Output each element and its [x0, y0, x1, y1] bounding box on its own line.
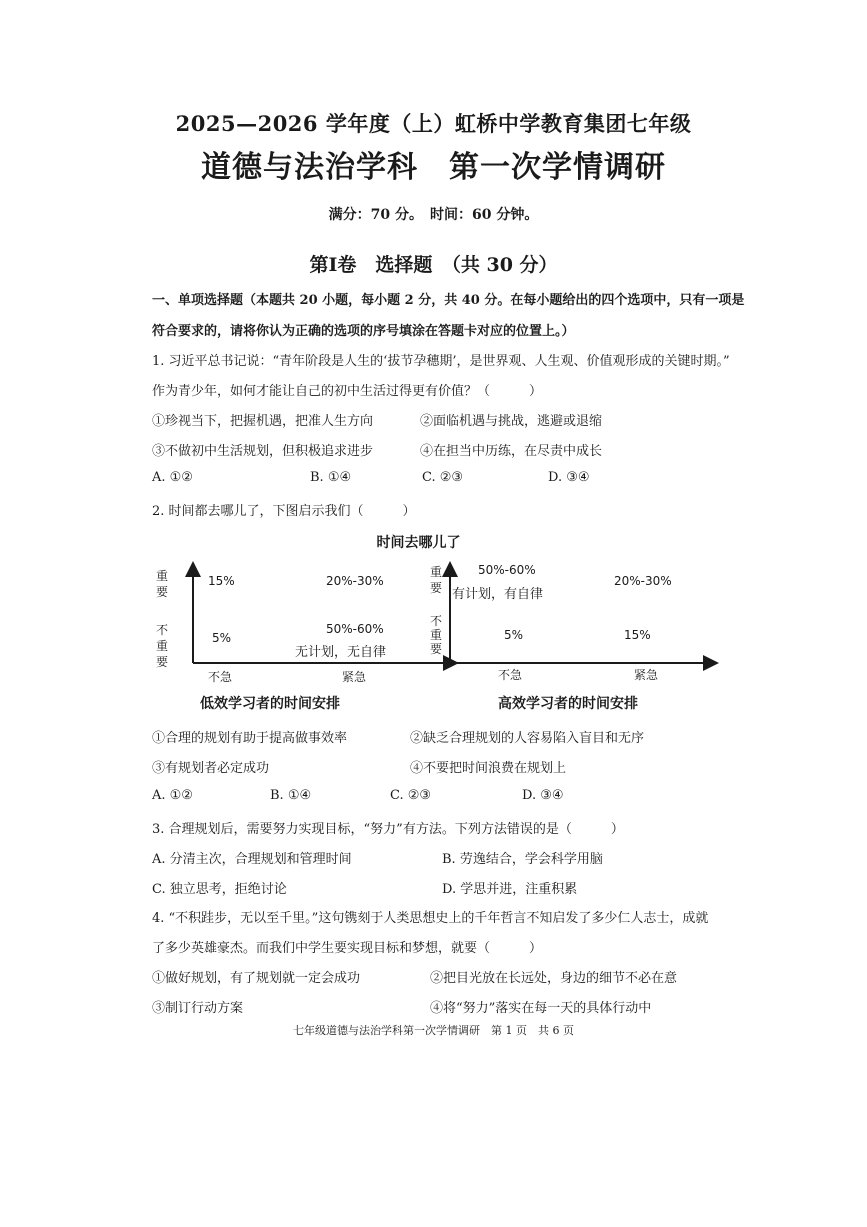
q2-statement-1: ①合理的规划有助于提高做事效率: [152, 731, 348, 746]
left-chart-xlabel-left: 不急: [208, 670, 233, 684]
exam-title-line1: 2025—2026 学年度（上）虹桥中学教育集团七年级: [175, 111, 692, 136]
q4-statement-4: ④将“努力”落实在每一天的具体行动中: [430, 1001, 652, 1016]
q3-option-d: D. 学思并进，注重积累: [442, 882, 578, 897]
left-cell-unimportant-not-urgent: 5%: [212, 631, 232, 645]
q4-statement-3: ③制订行动方案: [152, 1001, 244, 1016]
q1-option-c: C. ②③: [422, 470, 464, 485]
q4-statement-1: ①做好规划，有了规划就一定会成功: [152, 971, 361, 986]
right-chart-ylabel-top: 重要: [430, 565, 443, 595]
left-cell-important-not-urgent: 15%: [208, 574, 235, 588]
q1-statement-4: ④在担当中历练，在尽责中成长: [420, 444, 603, 459]
q3-option-b: B. 劳逸结合，学会科学用脑: [442, 852, 603, 867]
right-chart-ylabel-bottom: 不重要: [430, 614, 443, 656]
right-cell-important-urgent: 20%-30%: [614, 574, 672, 588]
q1-statement-2: ②面临机遇与挑战，逃避或退缩: [420, 414, 603, 429]
q1-stem-line2: 作为青少年，如何才能让自己的初中生活过得更有价值？（ ）: [152, 384, 543, 399]
left-chart-ylabel-bottom: 不重要: [156, 623, 169, 669]
right-cell-unimportant-urgent: 15%: [624, 628, 651, 642]
right-cell-unimportant-not-urgent: 5%: [504, 628, 524, 642]
q4-stem-line1: 4. “不积跬步，无以至千里。”这句镌刻于人类思想史上的千年哲言不知启发了多少仁人志士，成就: [152, 911, 709, 926]
q3-stem: 3. 合理规划后，需要努力实现目标，“努力”有方法。下列方法错误的是（ ）: [152, 822, 624, 837]
q2-statement-2: ②缺乏合理规划的人容易陷入盲目和无序: [410, 731, 645, 746]
right-chart-caption: 高效学习者的时间安排: [498, 696, 638, 712]
q1-option-b: B. ①④: [310, 470, 352, 485]
q3-option-c: C. 独立思考，拒绝讨论: [152, 882, 287, 897]
q2-option-a: A. ①②: [152, 788, 193, 803]
chart-title: 时间去哪儿了: [376, 535, 461, 551]
q1-statement-1: ①珍视当下，把握机遇，把准人生方向: [152, 414, 374, 429]
q1-stem-line1: 1. 习近平总书记说：“青年阶段是人生的‘拔节孕穗期’，是世界观、人生观、价值观形成的关键时期。”: [152, 354, 730, 369]
page-footer: 七年级道德与法治学科第一次学情调研 第 1 页 共 6 页: [293, 1024, 574, 1037]
q1-option-d: D. ③④: [548, 470, 590, 485]
exam-title-line2: 道德与法治学科 第一次学情调研: [201, 150, 666, 185]
left-chart-xlabel-right: 紧急: [342, 670, 367, 684]
section-title: 第Ⅰ卷 选择题 （共 30 分）: [309, 254, 558, 276]
right-chart-xlabel-left: 不急: [498, 668, 523, 682]
q1-option-a: A. ①②: [152, 470, 193, 485]
q3-option-a: A. 分清主次，合理规划和管理时间: [152, 852, 352, 867]
q2-option-b: B. ①④: [270, 788, 312, 803]
q2-stem: 2. 时间都去哪儿了，下图启示我们（ ）: [152, 504, 416, 519]
left-chart-ylabel-top: 重要: [156, 569, 169, 599]
exam-meta: 满分：70 分。 时间：60 分钟。: [328, 207, 539, 223]
left-chart-caption: 低效学习者的时间安排: [200, 696, 340, 712]
left-cell-unimportant-urgent-note: 无计划，无自律: [295, 645, 387, 660]
q1-statement-3: ③不做初中生活规划，但积极追求进步: [152, 444, 374, 459]
q4-stem-line2: 了多少英雄豪杰。而我们中学生要实现目标和梦想，就要（ ）: [152, 941, 543, 956]
right-cell-important-not-urgent: 50%-60%: [478, 563, 536, 577]
right-chart-xlabel-right: 紧急: [634, 668, 659, 682]
q2-option-d: D. ③④: [522, 788, 564, 803]
q4-statement-2: ②把目光放在长远处，身边的细节不必在意: [430, 971, 678, 986]
q2-option-c: C. ②③: [390, 788, 432, 803]
right-cell-important-not-urgent-note: 有计划，有自律: [452, 587, 544, 602]
instructions-line1: 一、单项选择题（本题共 20 小题，每小题 2 分，共 40 分。在每小题给出的四个选项中，只有一项是: [152, 293, 745, 308]
q2-statement-4: ④不要把时间浪费在规划上: [410, 761, 567, 776]
instructions-line2: 符合要求的，请将你认为正确的选项的序号填涂在答题卡对应的位置上。）: [152, 324, 575, 339]
q2-statement-3: ③有规划者必定成功: [152, 761, 270, 776]
left-cell-unimportant-urgent: 50%-60%: [326, 622, 384, 636]
left-cell-important-urgent: 20%-30%: [326, 574, 384, 588]
